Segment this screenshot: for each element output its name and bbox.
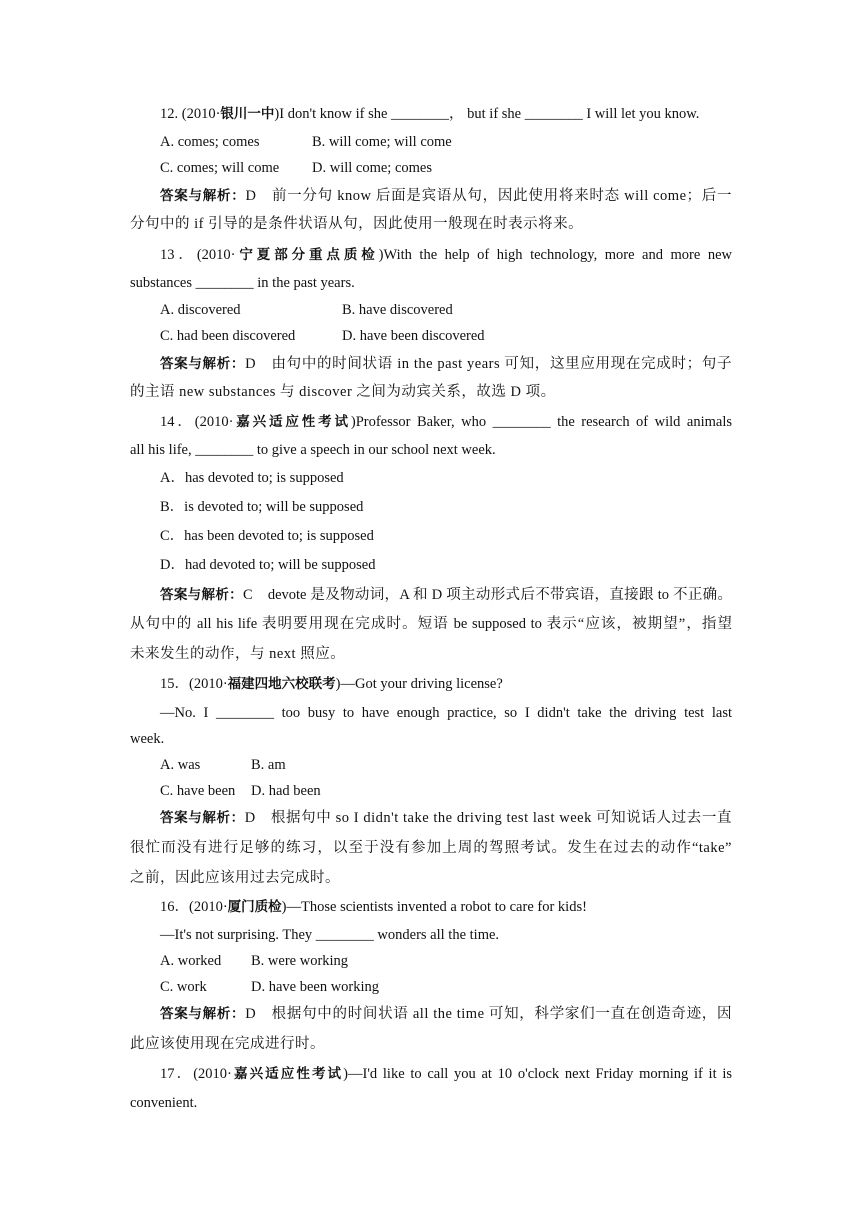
answer-explanation <box>160 585 732 605</box>
question-source-year: (2010· <box>189 676 228 692</box>
question-text: With the help of high technology, more and more new <box>383 247 732 263</box>
question-source-year: (2010· <box>196 247 236 263</box>
question-source-year: (2010· <box>189 899 228 915</box>
question-number: 13． <box>160 247 197 263</box>
option-b: B. am <box>251 757 286 773</box>
question-number: 17． <box>160 1066 194 1082</box>
answer-label: 答案与解析： <box>160 1006 246 1022</box>
option-b: B. will come; will come <box>312 134 452 150</box>
option-a: A. was <box>160 757 201 773</box>
options-row <box>160 158 732 178</box>
option-b: B．is devoted to; will be supposed <box>160 499 364 515</box>
options-row <box>160 326 732 346</box>
question-15-stem: 15．(2010·福建四地六校联考)—Got your driving license? <box>160 676 503 692</box>
question-number: 15． <box>160 676 189 692</box>
answer-explanation <box>160 354 732 374</box>
question-text: Professor Baker, who ________ the research of wild animals <box>355 414 732 430</box>
answer-label: 答案与解析： <box>160 356 246 372</box>
answer-explanation-cont: 从句中的 all his life 表明要用现在完成时。短语 be supposed to 表示“应该，被期望”，指望 <box>130 616 732 632</box>
option-b: B. have discovered <box>342 302 453 318</box>
question-number: 16． <box>160 899 189 915</box>
answer-explanation-cont: 未来发生的动作，与 next 照应。 <box>130 646 346 662</box>
question-number: 14． <box>160 414 195 430</box>
option-c: C. work <box>160 979 207 995</box>
answer-explanation <box>160 1004 732 1024</box>
answer-text: D 前一分句 know 后面是宾语从句，因此使用将来时态 will come；后一 <box>245 188 733 204</box>
answer-explanation-cont: 之前，因此应该用过去完成时。 <box>130 870 340 886</box>
option-d: D. have been discovered <box>342 328 485 344</box>
question-source: 嘉兴适应性考试 <box>231 1066 344 1082</box>
reply-text: —It's not surprising. They ________ wonders all the time. <box>160 927 500 943</box>
options-row <box>160 781 732 801</box>
option-a: A. worked <box>160 953 222 969</box>
answer-explanation-cont: 很忙而没有进行足够的练习，以至于没有参加上周的驾照考试。发生在过去的动作“take” <box>130 840 732 856</box>
options-row <box>160 132 732 152</box>
option-b: B. were working <box>251 953 349 969</box>
question-source-year: (2010· <box>193 1066 232 1082</box>
options-row <box>160 951 732 971</box>
option-d: D. had been <box>251 783 321 799</box>
options-row <box>160 977 732 997</box>
option-d: D. will come; comes <box>312 160 433 176</box>
question-source: 宁夏部分重点质检 <box>235 247 379 263</box>
question-source-year: (2010· <box>181 106 221 122</box>
answer-explanation-cont: 分句中的 if 引导的是条件状语从句，因此使用一般现在时表示将来。 <box>130 216 584 232</box>
answer-label: 答案与解析： <box>160 188 246 204</box>
question-source: 嘉兴适应性考试 <box>233 414 351 430</box>
options-row <box>160 755 732 775</box>
question-source: 银川一中 <box>220 106 275 122</box>
options-row <box>160 300 732 320</box>
answer-text: D 根据句中 so I didn't take the driving test last week 可知说话人过去一直 <box>244 810 732 826</box>
question-text: —Those scientists invented a robot to care for kids! <box>286 899 587 915</box>
question-text: —I'd like to call you at 10 o'clock next Friday morning if it is <box>347 1066 733 1082</box>
question-source-year: (2010· <box>194 414 234 430</box>
question-text-cont: substances ________ in the past years. <box>130 275 355 291</box>
answer-explanation <box>160 808 732 828</box>
option-c: C. had been discovered <box>160 328 296 344</box>
option-a: A. discovered <box>160 302 241 318</box>
question-14-stem: 14．(2010·嘉兴适应性考试)Professor Baker, who ________ the research of wild animals <box>160 414 732 430</box>
question-16-stem: 16．(2010·厦门质检)—Those scientists invented a robot to care for kids! <box>160 899 587 915</box>
reply-text: —No. I ________ too busy to have enough practice, so I didn't take the driving test last <box>160 705 732 721</box>
answer-label: 答案与解析： <box>160 810 245 826</box>
answer-explanation-cont: 的主语 new substances 与 discover 之间为动宾关系，故选 D 项。 <box>130 384 556 400</box>
answer-explanation-cont: 此应该使用现在完成进行时。 <box>130 1036 325 1052</box>
answer-explanation <box>160 186 732 206</box>
reply-text-cont: week. <box>130 731 165 747</box>
question-13-stem: 13．(2010·宁夏部分重点质检)With the help of high technology, more and more new <box>160 247 732 263</box>
answer-text: D 根据句中的时间状语 all the time 可知，科学家们一直在创造奇迹，因 <box>245 1006 733 1022</box>
question-12-stem: 12. (2010·银川一中)I don't know if she ________， but if she ________ I will let you know. <box>160 106 700 122</box>
question-text: I don't know if she ________， but if she ________ I will let you know. <box>279 106 700 122</box>
option-d: D．had devoted to; will be supposed <box>160 557 376 573</box>
question-text-cont: convenient. <box>130 1095 198 1111</box>
question-number: 12. <box>160 106 179 122</box>
question-17-stem: 17．(2010·嘉兴适应性考试)—I'd like to call you at 10 o'clock next Friday morning if it is <box>160 1066 733 1082</box>
option-c: C. comes; will come <box>160 160 280 176</box>
option-c: C．has been devoted to; is supposed <box>160 528 374 544</box>
question-text: —Got your driving license? <box>340 676 503 692</box>
question-source: 厦门质检 <box>227 899 282 915</box>
option-a: A. comes; comes <box>160 134 260 150</box>
answer-label: 答案与解析： <box>160 587 243 603</box>
option-c: C. have been <box>160 783 236 799</box>
answer-text: D 由句中的时间状语 in the past years 可知，这里应用现在完成时；句子 <box>245 356 732 372</box>
question-text-cont: all his life, ________ to give a speech in our school next week. <box>130 442 496 458</box>
answer-text: C devote 是及物动词，A 和 D 项主动形式后不带宾语，直接跟 to 不正确。 <box>242 587 733 603</box>
option-d: D. have been working <box>251 979 380 995</box>
question-source: 福建四地六校联考 <box>227 676 336 692</box>
option-a: A．has devoted to; is supposed <box>160 470 344 486</box>
